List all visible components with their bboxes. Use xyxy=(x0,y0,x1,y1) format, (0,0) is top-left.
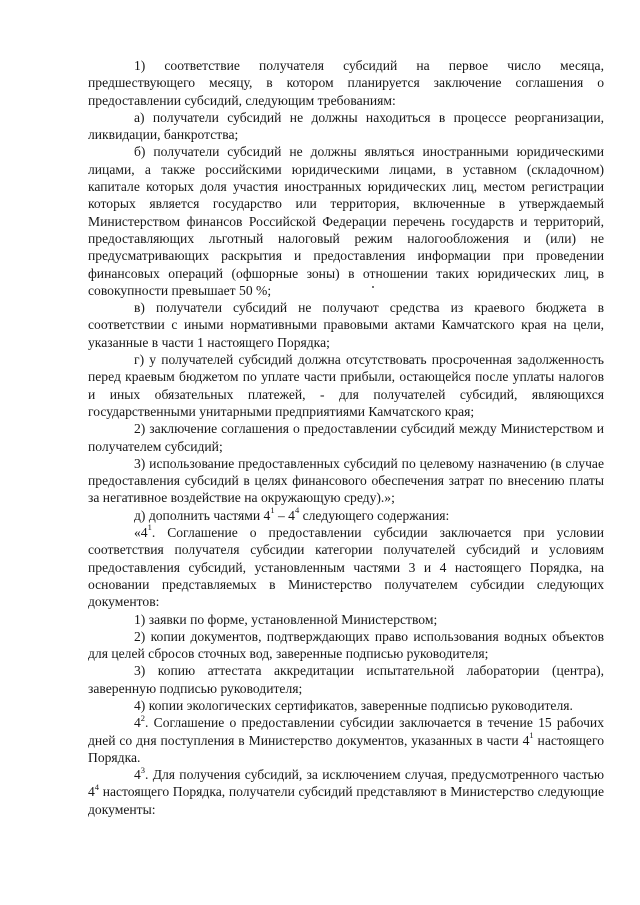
text-run: настоящего Порядка, получатели субсидий представляют в Министерство следующие документы: xyxy=(88,784,604,817)
superscript: 4 xyxy=(294,505,300,516)
paragraph xyxy=(88,714,604,766)
text-run: в) получатели субсидий не получают средства из краевого бюджета в соответствии с иными нормативными правовыми актами Камчатского края на цели, указанные в части 1 настоящего Порядка; xyxy=(88,300,604,350)
text-run: 4) копии экологических сертификатов, заверенные подписью руководителя. xyxy=(134,697,573,713)
text-run: д) дополнить частями 4 xyxy=(134,507,271,523)
text-run: б) получатели субсидий не должны являться иностранными юридическими лицами, а также российскими юридическими лицами, в уставном (складочном) капитале которых доля участия иностранных юридических лиц, местом регистрации которых является государство или территория, включенные в утверждаемый Министерством финансов Российской Федерации перечень государств и территорий, предоставляющих льготный налоговый режим налогообложения и (или) не предусматривающих раскрытия и предоставления информации при проведении финансовых операций (офшорные зоны) в отношении таких юридических лиц, в совокупности превышает 50 %; xyxy=(88,144,604,298)
superscript: 1 xyxy=(270,505,275,516)
paragraph xyxy=(88,662,604,697)
paragraph xyxy=(88,455,604,507)
text-run: 2) заключение соглашения о предоставлении субсидий между Министерством и получателем субсидий; xyxy=(88,421,604,454)
text-run: . Соглашение о предоставлении субсидии заключается в течение 15 рабочих дней со дня поступления в Министерство документов, указанных в части 4 xyxy=(88,715,604,748)
text-run: 4 xyxy=(134,767,141,783)
text-run: 3) использование предоставленных субсидий по целевому назначению (в случае предоставления субсидий в целях финансового обеспечения затрат по внесению платы за негативное воздействие на окружающую среду).»; xyxy=(88,455,604,506)
paragraph xyxy=(88,524,604,610)
text-run: 4 xyxy=(134,715,141,731)
paragraph xyxy=(88,109,604,144)
text-run: 1) заявки по форме, установленной Министерством; xyxy=(134,611,438,627)
paragraph xyxy=(88,57,604,109)
paragraph xyxy=(88,611,604,628)
superscript: 4 xyxy=(94,781,100,792)
text-run: . Для получения субсидий, за исключением случая, предусмотренного частью 4 xyxy=(88,767,604,800)
text-run: 1) соответствие получателя субсидий на первое число месяца, предшествующего месяцу, в котором планируется заключение соглашения о предоставлении субсидий, следующим требованиям: xyxy=(88,58,604,108)
text-run: 2) копии документов, подтверждающих право использования водных объектов для целей сбросов сточных вод, заверенные подписью руководителя; xyxy=(88,628,604,662)
paragraph xyxy=(88,143,604,299)
text-run: «4 xyxy=(134,525,148,541)
scan-speck xyxy=(372,286,374,288)
text-run: настоящего Порядка. xyxy=(88,732,604,765)
text-run: следующего содержания: xyxy=(299,507,450,523)
paragraph xyxy=(88,420,604,455)
superscript: 1 xyxy=(529,730,534,741)
paragraph xyxy=(88,697,604,714)
paragraph xyxy=(88,351,604,420)
text-run: . Соглашение о предоставлении субсидии заключается при условии соответствия получателя субсидии категории получателей субсидий и условиям предоставления субсидий, установленным частями 3 и 4 настоящего Порядка, на основании представляемых в Министерство получателем субсидии следующих документов: xyxy=(88,525,604,610)
text-run: 3) копию аттестата аккредитации испытательной лаборатории (центра), заверенную подписью руководителя; xyxy=(88,663,604,696)
paragraph xyxy=(88,507,604,524)
text-run: а) получатели субсидий не должны находиться в процессе реорганизации, ликвидации, банкротства; xyxy=(88,109,604,143)
superscript: 3 xyxy=(140,764,146,775)
text-run: г) у получателей субсидий должна отсутствовать просроченная задолженность перед краевым бюджетом по уплате части прибыли, остающейся после уплаты налогов и иных обязательных платежей, - для получателей субсидий, являющихся государственными унитарными предприятиями Камчатского края; xyxy=(88,352,604,419)
superscript: 2 xyxy=(140,712,146,723)
paragraph xyxy=(88,299,604,351)
text-run: – 4 xyxy=(274,507,295,523)
document-body xyxy=(88,57,604,818)
paragraph xyxy=(88,628,604,663)
superscript: 1 xyxy=(147,522,152,533)
paragraph xyxy=(88,766,604,818)
